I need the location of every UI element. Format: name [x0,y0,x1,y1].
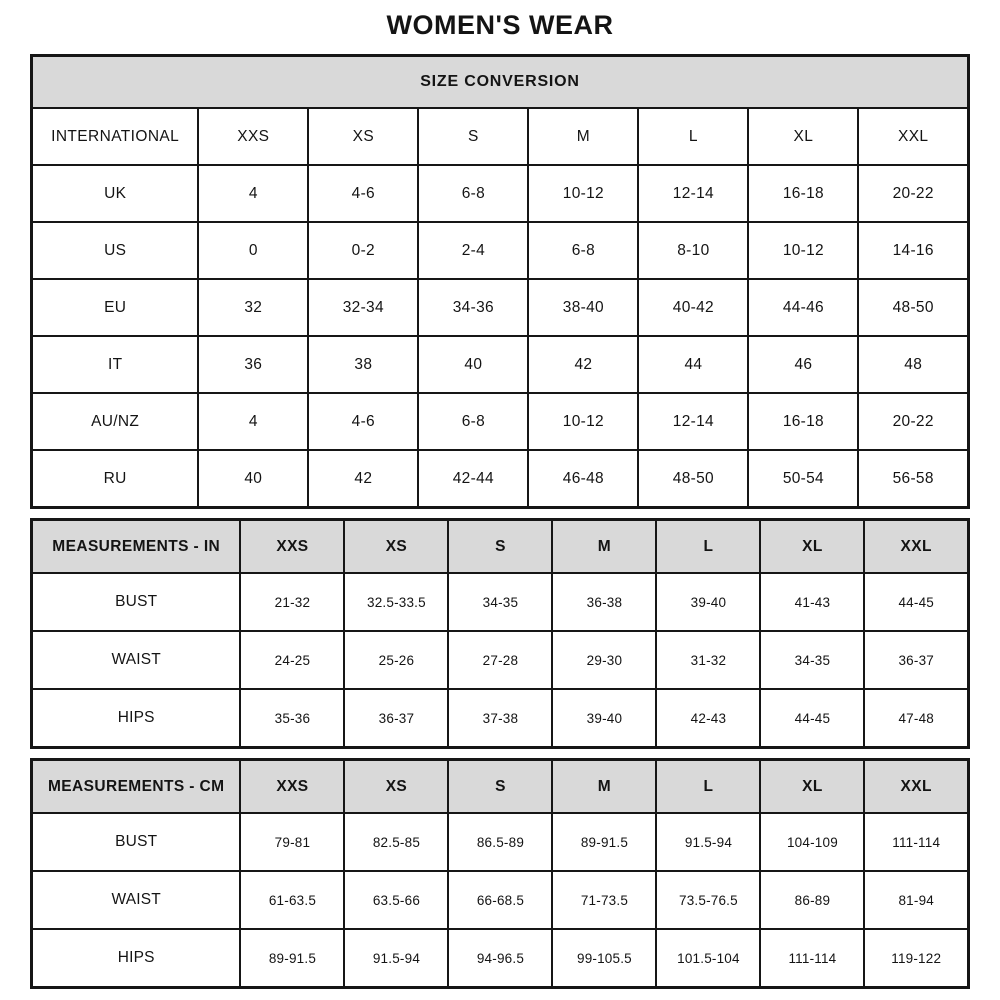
size-value-cell: 111-114 [760,929,864,988]
table-row [32,279,969,336]
column-header: M [552,760,656,814]
row-label: RU [32,450,199,508]
size-value-cell: 61-63.5 [240,871,344,929]
row-label: BUST [32,813,241,871]
size-value-cell: 25-26 [344,631,448,689]
size-value-cell: 4 [198,393,308,450]
size-value-cell: 10-12 [528,393,638,450]
size-value-cell: 6-8 [418,393,528,450]
column-header: XS [344,760,448,814]
size-value-cell: 32-34 [308,279,418,336]
size-value-cell: 14-16 [858,222,968,279]
table-row [32,813,969,871]
size-value-cell: 20-22 [858,165,968,222]
size-value-cell: 86-89 [760,871,864,929]
size-value-cell: 6-8 [528,222,638,279]
size-value-cell: 6-8 [418,165,528,222]
size-value-cell: 34-36 [418,279,528,336]
size-value-cell: 79-81 [240,813,344,871]
size-value-cell: 27-28 [448,631,552,689]
row-label: AU/NZ [32,393,199,450]
size-value-cell: 38 [308,336,418,393]
size-value-cell: 91.5-94 [344,929,448,988]
size-value-cell: 16-18 [748,393,858,450]
column-header: XL [748,108,858,165]
size-value-cell: 48 [858,336,968,393]
column-header: XS [344,520,448,574]
column-header: S [448,760,552,814]
size-value-cell: 42-44 [418,450,528,508]
table-row [32,689,969,748]
column-header: XXL [864,760,968,814]
size-value-cell: 91.5-94 [656,813,760,871]
header-label-cell: MEASUREMENTS - IN [32,520,241,574]
column-header: M [552,520,656,574]
table-row [32,929,969,988]
column-header: L [656,520,760,574]
size-value-cell: 40 [198,450,308,508]
size-value-cell: 21-32 [240,573,344,631]
size-value-cell: 35-36 [240,689,344,748]
size-value-cell: 29-30 [552,631,656,689]
size-value-cell: 42-43 [656,689,760,748]
size-value-cell: 0 [198,222,308,279]
size-value-cell: 56-58 [858,450,968,508]
header-row [32,520,969,574]
size-value-cell: 46-48 [528,450,638,508]
size-value-cell: 40-42 [638,279,748,336]
column-header: XXL [864,520,968,574]
table-row [32,631,969,689]
size-value-cell: 89-91.5 [240,929,344,988]
page-title: WOMEN'S WEAR [386,10,614,40]
table-row [32,871,969,929]
table-row [32,222,969,279]
size-value-cell: 4-6 [308,393,418,450]
size-value-cell: 36-38 [552,573,656,631]
size-value-cell: 46 [748,336,858,393]
row-label: EU [32,279,199,336]
table-row [32,165,969,222]
size-value-cell: 44-45 [760,689,864,748]
size-value-cell: 20-22 [858,393,968,450]
size-value-cell: 48-50 [858,279,968,336]
size-value-cell: 16-18 [748,165,858,222]
size-value-cell: 81-94 [864,871,968,929]
row-label: WAIST [32,871,241,929]
size-value-cell: 86.5-89 [448,813,552,871]
column-header: M [528,108,638,165]
header-label-cell: MEASUREMENTS - CM [32,760,241,814]
size-value-cell: 34-35 [760,631,864,689]
table-row [32,573,969,631]
column-header: S [418,108,528,165]
header-row [32,760,969,814]
size-value-cell: 10-12 [748,222,858,279]
row-label: IT [32,336,199,393]
size-value-cell: 48-50 [638,450,748,508]
size-value-cell: 12-14 [638,165,748,222]
size-value-cell: 119-122 [864,929,968,988]
column-header: XXS [198,108,308,165]
row-label: UK [32,165,199,222]
size-value-cell: 104-109 [760,813,864,871]
size-value-cell: 44 [638,336,748,393]
measurements-in-table [30,518,970,749]
size-value-cell: 63.5-66 [344,871,448,929]
size-value-cell: 12-14 [638,393,748,450]
row-label: WAIST [32,631,241,689]
size-conversion-table [30,54,970,509]
size-value-cell: 39-40 [552,689,656,748]
column-header: L [656,760,760,814]
column-header: XXL [858,108,968,165]
size-value-cell: 4 [198,165,308,222]
header-label-cell: INTERNATIONAL [32,108,199,165]
size-value-cell: 39-40 [656,573,760,631]
column-header: XS [308,108,418,165]
size-value-cell: 42 [308,450,418,508]
table-title-row [32,56,969,109]
size-value-cell: 10-12 [528,165,638,222]
size-value-cell: 24-25 [240,631,344,689]
size-value-cell: 38-40 [528,279,638,336]
column-header: XL [760,760,864,814]
row-label: HIPS [32,689,241,748]
column-header: S [448,520,552,574]
size-value-cell: 40 [418,336,528,393]
row-label: HIPS [32,929,241,988]
size-value-cell: 94-96.5 [448,929,552,988]
column-header: L [638,108,748,165]
table-title: SIZE CONVERSION [32,56,969,109]
size-value-cell: 8-10 [638,222,748,279]
column-header: XXS [240,760,344,814]
size-value-cell: 50-54 [748,450,858,508]
size-value-cell: 0-2 [308,222,418,279]
size-value-cell: 36 [198,336,308,393]
column-header: XL [760,520,864,574]
size-value-cell: 34-35 [448,573,552,631]
size-value-cell: 2-4 [418,222,528,279]
size-value-cell: 71-73.5 [552,871,656,929]
table-row [32,336,969,393]
size-value-cell: 36-37 [344,689,448,748]
size-value-cell: 82.5-85 [344,813,448,871]
column-header: XXS [240,520,344,574]
size-value-cell: 111-114 [864,813,968,871]
size-value-cell: 32.5-33.5 [344,573,448,631]
size-value-cell: 47-48 [864,689,968,748]
measurements-cm-table [30,758,970,989]
size-value-cell: 73.5-76.5 [656,871,760,929]
table-row [32,393,969,450]
size-value-cell: 89-91.5 [552,813,656,871]
table-row [32,450,969,508]
row-label: BUST [32,573,241,631]
size-value-cell: 36-37 [864,631,968,689]
size-value-cell: 66-68.5 [448,871,552,929]
size-value-cell: 99-105.5 [552,929,656,988]
size-value-cell: 44-46 [748,279,858,336]
size-value-cell: 31-32 [656,631,760,689]
size-value-cell: 41-43 [760,573,864,631]
size-value-cell: 44-45 [864,573,968,631]
size-value-cell: 32 [198,279,308,336]
size-value-cell: 37-38 [448,689,552,748]
size-value-cell: 4-6 [308,165,418,222]
row-label: US [32,222,199,279]
size-value-cell: 101.5-104 [656,929,760,988]
header-row [32,108,969,165]
size-value-cell: 42 [528,336,638,393]
